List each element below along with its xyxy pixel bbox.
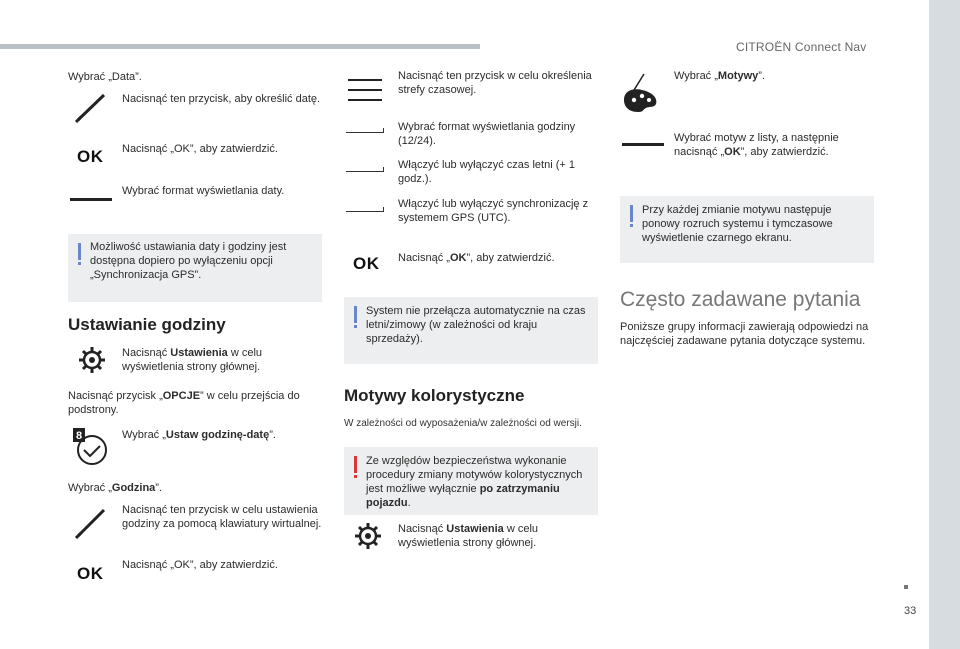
ok-button-3[interactable]: OK — [353, 254, 380, 273]
step-gps-sync: Włączyć lub wyłączyć synchronizację z systemem GPS (UTC). — [398, 198, 589, 224]
info-text-3: Przy każdej zmianie motywu następuje ponowy rozruch systemu i tymczasowe wyświetlenie czarnego ekranu. — [642, 204, 833, 244]
step-confirm-ok: Nacisnąć „OK”, aby zatwierdzić. — [122, 143, 278, 155]
section-heading-themes: Motywy kolorystyczne — [344, 386, 525, 405]
info-icon-3 — [630, 205, 633, 222]
brand-label: CITROËN Connect Nav — [736, 40, 867, 54]
warning-icon — [354, 456, 357, 473]
step-date-format: Wybrać format wyświetlania daty. — [122, 185, 285, 197]
page-edge-tab — [929, 0, 960, 649]
step-set-time-date: Wybrać „Ustaw godzinę-datę”. — [122, 429, 276, 441]
toggle-line-icon — [346, 132, 384, 133]
info-box — [68, 234, 322, 302]
step-press-settings-2: Nacisnąć Ustawienia w celu wyświetlenia strony głównej. — [398, 523, 539, 549]
gear-icon-2 — [354, 522, 382, 550]
toggle-line-icon-2 — [346, 171, 384, 172]
step-timezone: Nacisnąć ten przycisk w celu określenia strefy czasowej. — [398, 70, 592, 96]
step-confirm-ok-2: Nacisnąć „OK”, aby zatwierdzić. — [122, 559, 278, 571]
page-marker — [904, 585, 908, 589]
pencil-icon-2 — [72, 506, 112, 540]
step-select-themes: Wybrać „Motywy”. — [674, 70, 765, 82]
settings-badge: 8 — [76, 430, 83, 442]
ok-button[interactable]: OK — [77, 147, 104, 166]
header-rule — [0, 44, 480, 49]
page-number: 33 — [904, 605, 917, 617]
palette-brush-icon — [620, 70, 662, 114]
step-select-date: Wybrać „Data”. — [68, 71, 142, 83]
info-box-3 — [620, 196, 874, 263]
step-confirm-ok-3: Nacisnąć „OK”, aby zatwierdzić. — [398, 252, 555, 264]
timezone-menu-icon — [348, 79, 382, 81]
section-heading-time: Ustawianie godziny — [68, 315, 226, 334]
faq-text: Poniższe grupy informacji zawierają odpowiedzi na najczęściej zadawane pytania dotyczące systemu. — [620, 321, 869, 347]
faq-heading: Często zadawane pytania — [620, 288, 861, 311]
info-icon — [78, 243, 81, 260]
info-text: Możliwość ustawiania daty i godziny jest dostępna dopiero po wyłączeniu opcji „Synchronizacja GPS”. — [90, 241, 287, 281]
step-set-date: Nacisnąć ten przycisk, aby określić datę. — [122, 93, 321, 105]
step-dst: Włączyć lub wyłączyć czas letni (+ 1 godz.). — [398, 159, 575, 185]
step-select-theme-list: Wybrać motyw z listy, a następnie nacisnąć „OK”, aby zatwierdzić. — [674, 132, 839, 158]
step-set-time: Nacisnąć ten przycisk w celu ustawienia godziny za pomocą klawiatury wirtualnej. — [122, 504, 322, 530]
list-bar-icon — [70, 198, 112, 201]
gear-icon — [78, 346, 106, 374]
info-icon-2 — [354, 306, 357, 323]
info-text-2: System nie przełącza automatycznie na czas letni/zimowy (w zależności od kraju sprzedaży). — [366, 305, 586, 345]
step-press-settings: Nacisnąć Ustawienia w celu wyświetlenia strony głównej. — [122, 347, 263, 373]
ok-button-2[interactable]: OK — [77, 564, 104, 583]
clock-settings-icon — [72, 424, 112, 466]
step-time-format: Wybrać format wyświetlania godziny (12/24). — [398, 121, 576, 147]
info-box-2 — [344, 297, 598, 364]
warning-text: Ze względów bezpieczeństwa wykonanie procedury zmiany motywów kolorystycznych jest możliwe wyłącznie po zatrzymaniu pojazdu. — [366, 455, 583, 509]
pencil-icon — [72, 92, 112, 124]
step-press-options: Nacisnąć przycisk „OPCJE” w celu przejścia do podstrony. — [68, 390, 300, 416]
themes-subnote: W zależności od wyposażenia/w zależności od wersji. — [344, 418, 582, 429]
list-bar-icon-2 — [622, 143, 664, 146]
warning-box — [344, 447, 598, 515]
step-select-hour: Wybrać „Godzina”. — [68, 482, 163, 494]
toggle-line-icon-3 — [346, 211, 384, 212]
